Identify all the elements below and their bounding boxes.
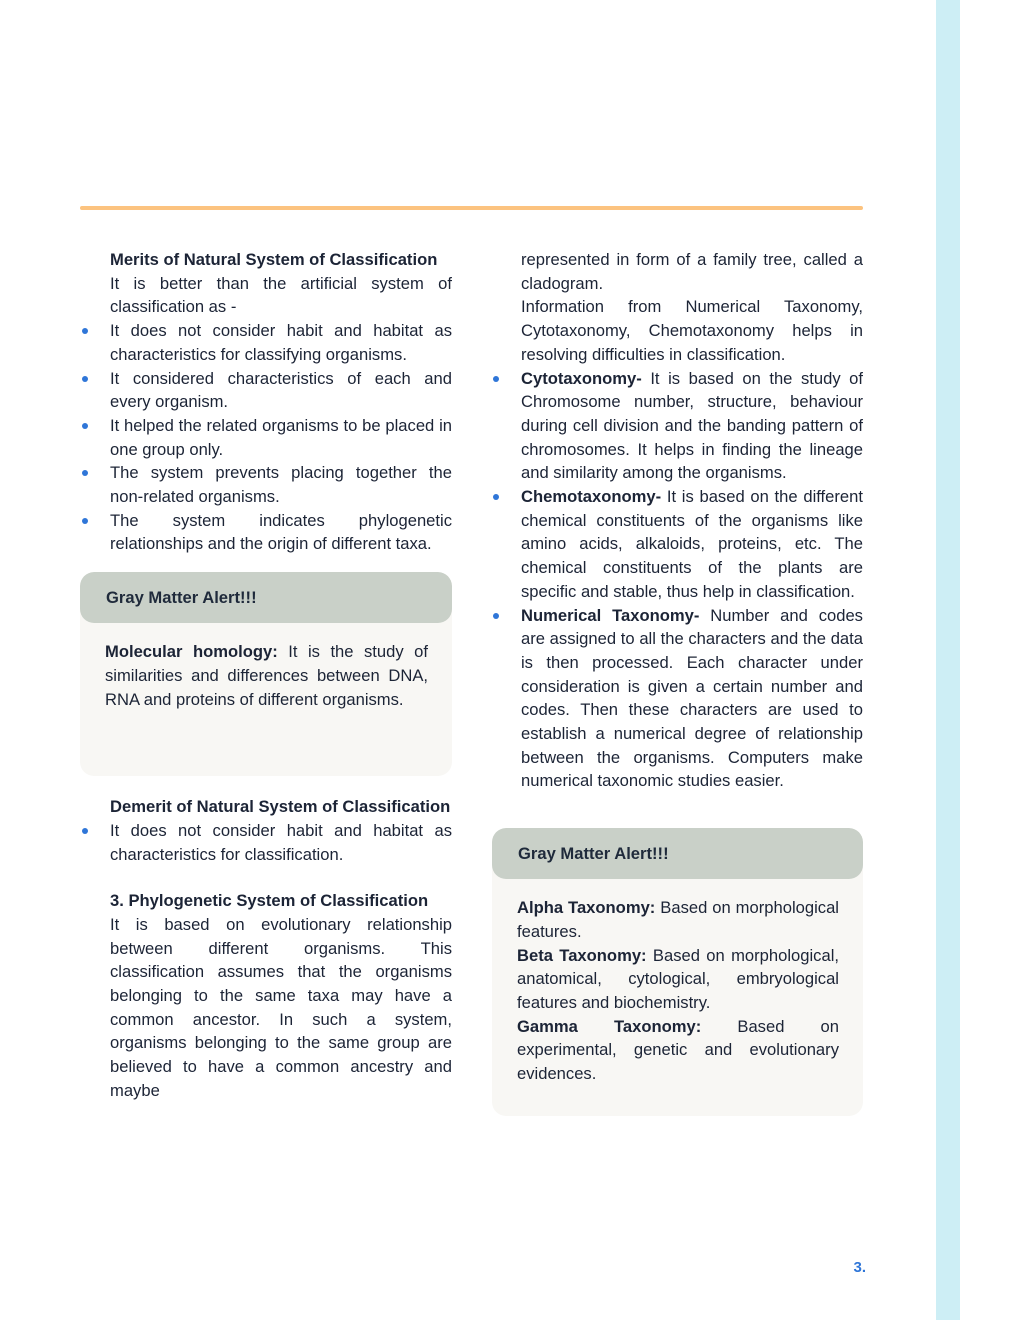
alert-title: Gray Matter Alert!!!: [80, 572, 452, 623]
bullet-dot-icon: [493, 376, 499, 382]
info-text: Information from Numerical Taxonomy, Cytotaxonomy, Chemotaxonomy helps in resolving difficulties in classification.: [521, 297, 863, 364]
gray-matter-alert: [80, 572, 452, 776]
alert-title: Gray Matter Alert!!!: [492, 828, 863, 879]
bullet-dot-icon: [82, 376, 88, 382]
bullet-dot-icon: [493, 613, 499, 619]
alert-item: Beta Taxonomy: Based on morphological, anatomical, cytological, embryological features and biochemistry.: [517, 945, 839, 1012]
left-column: [80, 248, 452, 1103]
alert-item: Alpha Taxonomy: Based on morphological features.: [517, 898, 839, 941]
list-item: The system prevents placing together the non-related organisms.: [80, 461, 452, 508]
list-item: It does not consider habit and habitat as characteristics for classification.: [80, 819, 452, 866]
list-item: It helped the related organisms to be placed in one group only.: [80, 414, 452, 461]
continued-text: represented in form of a family tree, called a cladogram.: [521, 250, 863, 293]
page-number: 3.: [853, 1259, 866, 1276]
list-item: It does not consider habit and habitat as characteristics for classifying organisms.: [80, 319, 452, 366]
phylogenetic-text: It is based on evolutionary relationship between different organisms. This classification assumes that the organisms belonging to the same taxa may have a common ancestor. In such a system, organisms belonging to the same group are believed to have a common ancestry and maybe: [110, 914, 452, 1100]
phylogenetic-heading: 3. Phylogenetic System of Classification: [110, 891, 429, 911]
merits-intro: It is better than the artificial system of classification as -: [110, 273, 452, 317]
demerit-list: [80, 819, 452, 866]
list-item: Chemotaxonomy- It is based on the different chemical constituents of the organisms like amino acids, alkaloids, proteins, etc. The chemical constituents of the plants are specific and stable, thus help in classification.: [491, 485, 863, 604]
merits-list: [80, 319, 452, 556]
gray-matter-alert: [492, 828, 863, 1116]
bullet-dot-icon: [82, 470, 88, 476]
side-decor-strip: [936, 0, 960, 1320]
bullet-dot-icon: [82, 828, 88, 834]
right-column: [491, 248, 863, 1116]
list-item: Numerical Taxonomy- Number and codes are assigned to all the characters and the data is then processed. Each character under consideration is given a certain number and codes. Then these characters are used to establish a numerical degree of relationship between the organisms. Computers make numerical taxonomic studies easier.: [491, 604, 863, 794]
bullet-dot-icon: [82, 328, 88, 334]
alert-text: It is the study of similarities and differences between DNA, RNA and proteins of different organisms.: [105, 642, 429, 709]
bullet-dot-icon: [493, 494, 499, 500]
header-rule: [80, 206, 863, 210]
alert-term: Molecular homology:: [105, 642, 278, 662]
bullet-dot-icon: [82, 518, 88, 524]
demerit-heading: Demerit of Natural System of Classification: [110, 797, 451, 817]
taxonomy-list: [491, 367, 863, 794]
list-item: It considered characteristics of each and every organism.: [80, 367, 452, 414]
list-item: Cytotaxonomy- It is based on the study of Chromosome number, structure, behaviour during cell division and the banding pattern of chromosomes. It helps in finding the lineage and similarity among the organisms.: [491, 367, 863, 486]
list-item: The system indicates phylogenetic relationships and the origin of different taxa.: [80, 509, 452, 556]
alert-item: Gamma Taxonomy: Based on experimental, genetic and evolutionary evidences.: [517, 1016, 839, 1084]
bullet-dot-icon: [82, 423, 88, 429]
alert-body: [492, 879, 863, 1086]
alert-body: [80, 623, 452, 711]
merits-heading: Merits of Natural System of Classification: [110, 250, 438, 269]
